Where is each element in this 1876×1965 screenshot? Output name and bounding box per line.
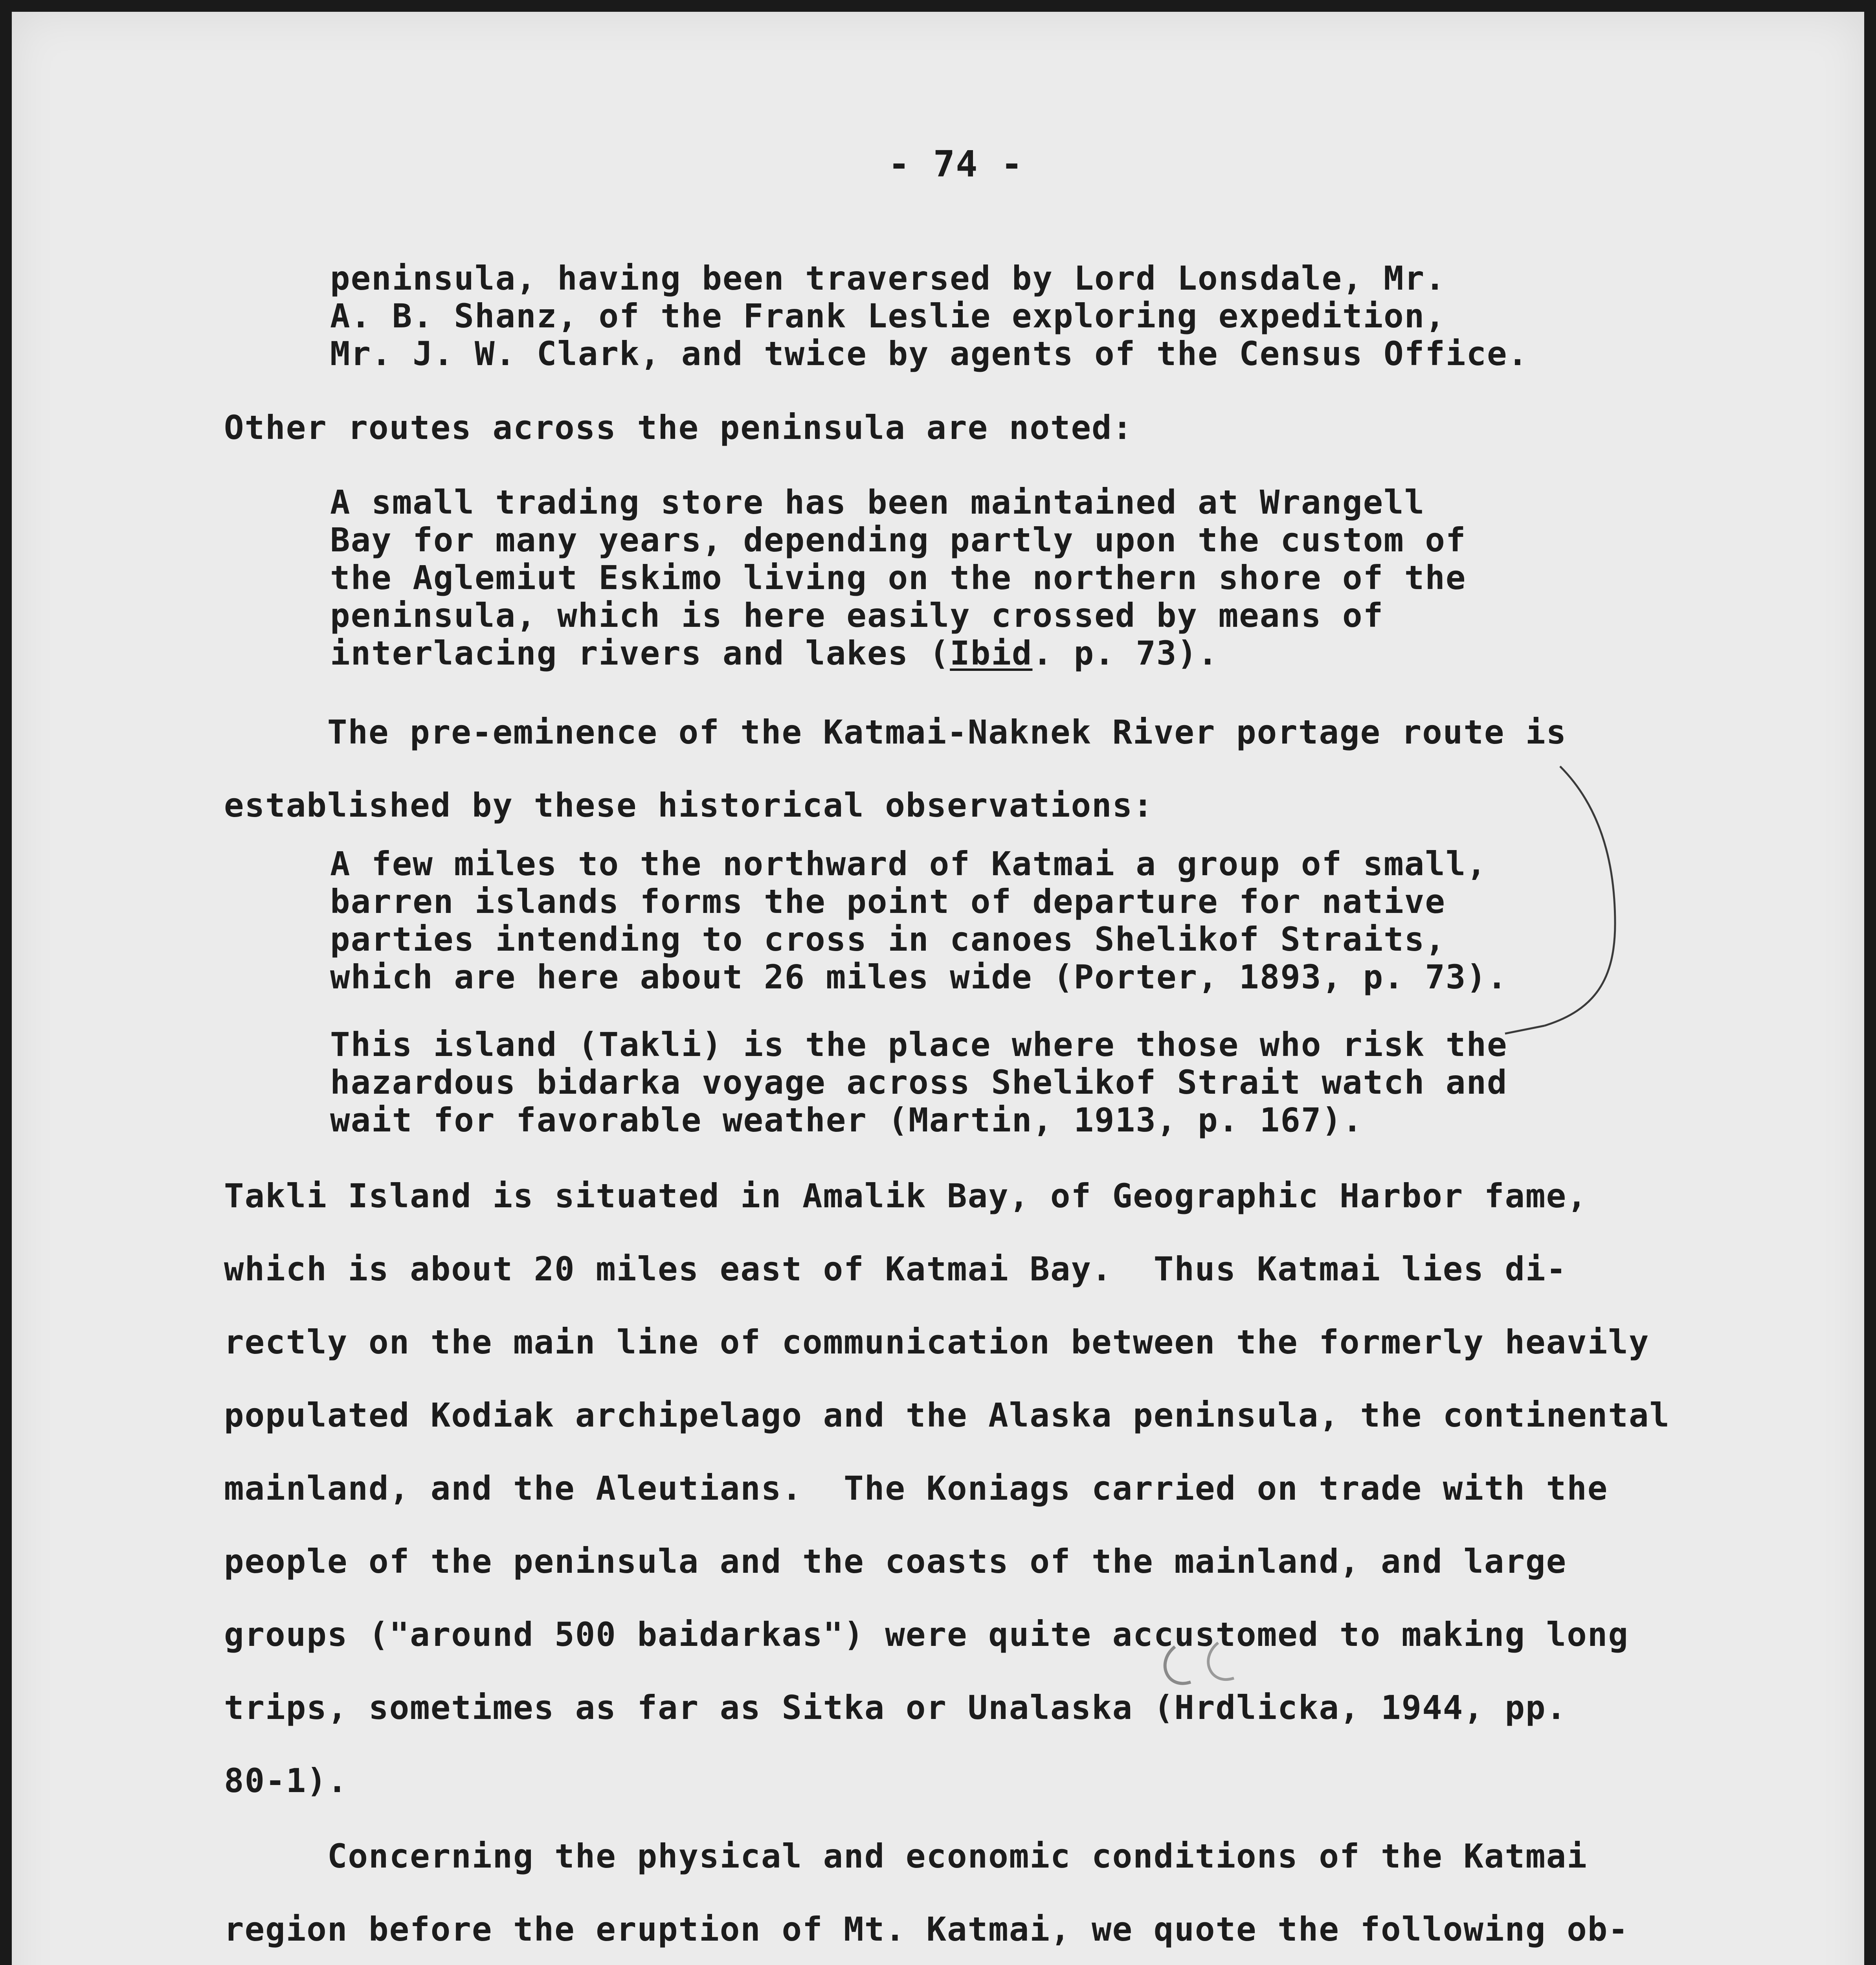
page-number: - 74 -	[888, 143, 1024, 185]
quote-text: A small trading store has been maintained at Wrangell Bay for many years, depending partly upon the custom of the Aglemiut Eskimo living on the northern shore of the peninsula, which is here easily crossed by means of interlacing rivers and lakes (	[330, 483, 1467, 672]
paragraph-takli-island: Takli Island is situated in Amalik Bay, of Geographic Harbor fame, which is about 20 miles east of Katmai Bay. Thus Katmai lies di- rectly on the main line of communication between the formerly heavily populated Kodiak archipelago and the Alaska peninsula, the continental mainland, and the Aleutians. The Koniags carried on trade with the people of the peninsula and the coasts of the mainland, and large groups ("around 500 baidarkas") were quite accustomed to making long trips, sometimes as far as Sitka or Unalaska (Hrdlicka, 1944, pp. 80-1).	[224, 1177, 1670, 1800]
paragraph-pre-eminence: The pre-eminence of the Katmai-Naknek River portage route is established by these historical observations:	[224, 713, 1567, 825]
ibid-underlined: Ibid	[950, 634, 1033, 672]
pencil-bracket-mark	[1481, 758, 1647, 1073]
quote-block-continuation: peninsula, having been traversed by Lord Lonsdale, Mr. A. B. Shanz, of the Frank Leslie exploring expedition, Mr. J. W. Clark, and twice by agents of the Census Office.	[330, 259, 1529, 373]
quote-block-porter: A few miles to the northward of Katmai a group of small, barren islands forms the point of departure for native parties intending to cross in canoes Shelikof Straits, which are here about 26 miles wide (Porter, 1893, p. 73).	[330, 845, 1508, 996]
quote-citation: . p. 73).	[1032, 634, 1219, 672]
quote-block-martin: This island (Takli) is the place where those who risk the hazardous bidarka voyage across Shelikof Strait watch and wait for favorable weather (Martin, 1913, p. 167).	[330, 1025, 1508, 1139]
pencil-scribble-mark	[1151, 1631, 1277, 1702]
lead-in-other-routes: Other routes across the peninsula are noted:	[224, 408, 1133, 447]
paragraph-physical-conditions: Concerning the physical and economic conditions of the Katmai region before the eruption of Mt. Katmai, we quote the following ob-	[224, 1837, 1629, 1948]
quote-block-wrangell	[330, 483, 1466, 672]
document-page	[12, 12, 1864, 1965]
